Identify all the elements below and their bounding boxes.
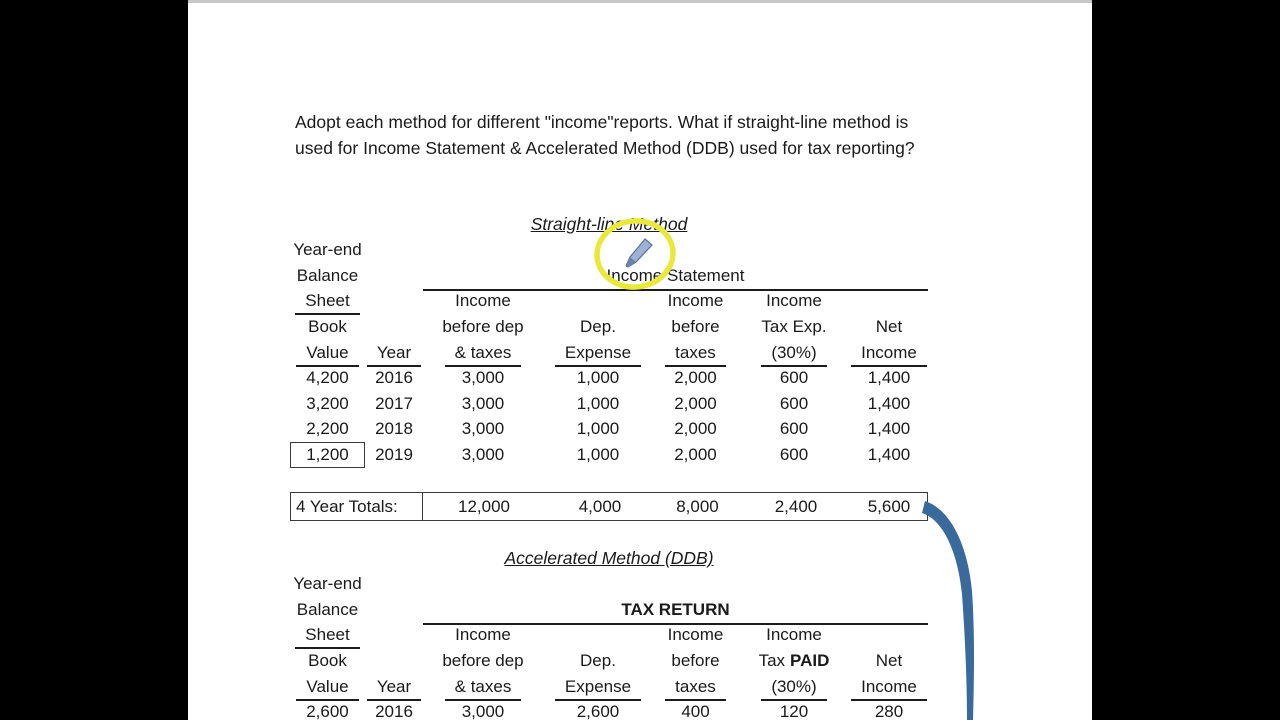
intro-paragraph: Adopt each method for different "income"reports. What if straight-line method is used for Income Statement & Accelerated Method (DDB) used for tax reporting? — [295, 112, 915, 158]
stub-balance: Balance — [296, 266, 359, 285]
worksheet-page — [188, 0, 1092, 720]
stub-value: Value — [290, 340, 365, 367]
sl-row-2019: 1,200 2019 3,000 1,000 2,000 600 1,400 — [290, 442, 928, 468]
acc-header-line4: Book before dep Dep. before Tax PAID Net — [290, 648, 928, 674]
straight-line-title: Straight-line Method — [530, 214, 688, 234]
letterbox-right — [1092, 0, 1280, 720]
stub-year-end: Year-end — [293, 240, 362, 259]
pen-cursor-icon — [626, 239, 652, 267]
sl-header-line3: Sheet Income Income Income — [290, 288, 928, 314]
tax-return-banner: TAX RETURN — [423, 597, 928, 625]
sl-header-line5: Value Year & taxes Expense taxes (30%) Income — [290, 340, 928, 366]
acc-header-line5: Value Year & taxes Expense taxes (30%) Income — [290, 674, 928, 700]
income-statement-banner: Income Statement — [423, 263, 928, 291]
sl-row-2016: 4,200 2016 3,000 1,000 2,000 600 1,400 — [306, 368, 911, 387]
acc-header-line2: Balance TAX RETURN — [290, 597, 928, 623]
acc-header-line1: Year-end — [293, 574, 362, 593]
accelerated-method-title: Accelerated Method (DDB) — [504, 548, 714, 568]
year-column-header: Year — [365, 340, 423, 367]
stub-book: Book — [308, 317, 347, 336]
acc-row-2016: 2,600 2016 3,000 2,600 400 120 280 — [306, 702, 904, 720]
highlight-circle-annotation — [583, 205, 699, 305]
tax-paid-header: Tax PAID — [758, 651, 830, 670]
sl-header-line4: Book before dep Dep. before Tax Exp. Net — [290, 314, 928, 340]
acc-header-line3: Sheet Income Income Income — [290, 622, 928, 648]
curved-arrow-shape — [922, 501, 974, 720]
sl-row-2018: 2,200 2018 3,000 1,000 2,000 600 1,400 — [306, 419, 911, 438]
totals-label: 4 Year Totals: — [291, 493, 423, 520]
stub-sheet: Sheet — [290, 288, 365, 315]
four-year-totals-row: 4 Year Totals: 12,000 4,000 8,000 2,400 5,600 — [290, 492, 928, 521]
ending-book-value-boxed: 1,200 — [290, 442, 365, 468]
top-gray-strip — [188, 0, 1092, 3]
sl-row-2017: 3,200 2017 3,000 1,000 2,000 600 1,400 — [306, 394, 911, 413]
letterbox-left — [0, 0, 188, 720]
curved-arrow-annotation — [898, 495, 998, 720]
